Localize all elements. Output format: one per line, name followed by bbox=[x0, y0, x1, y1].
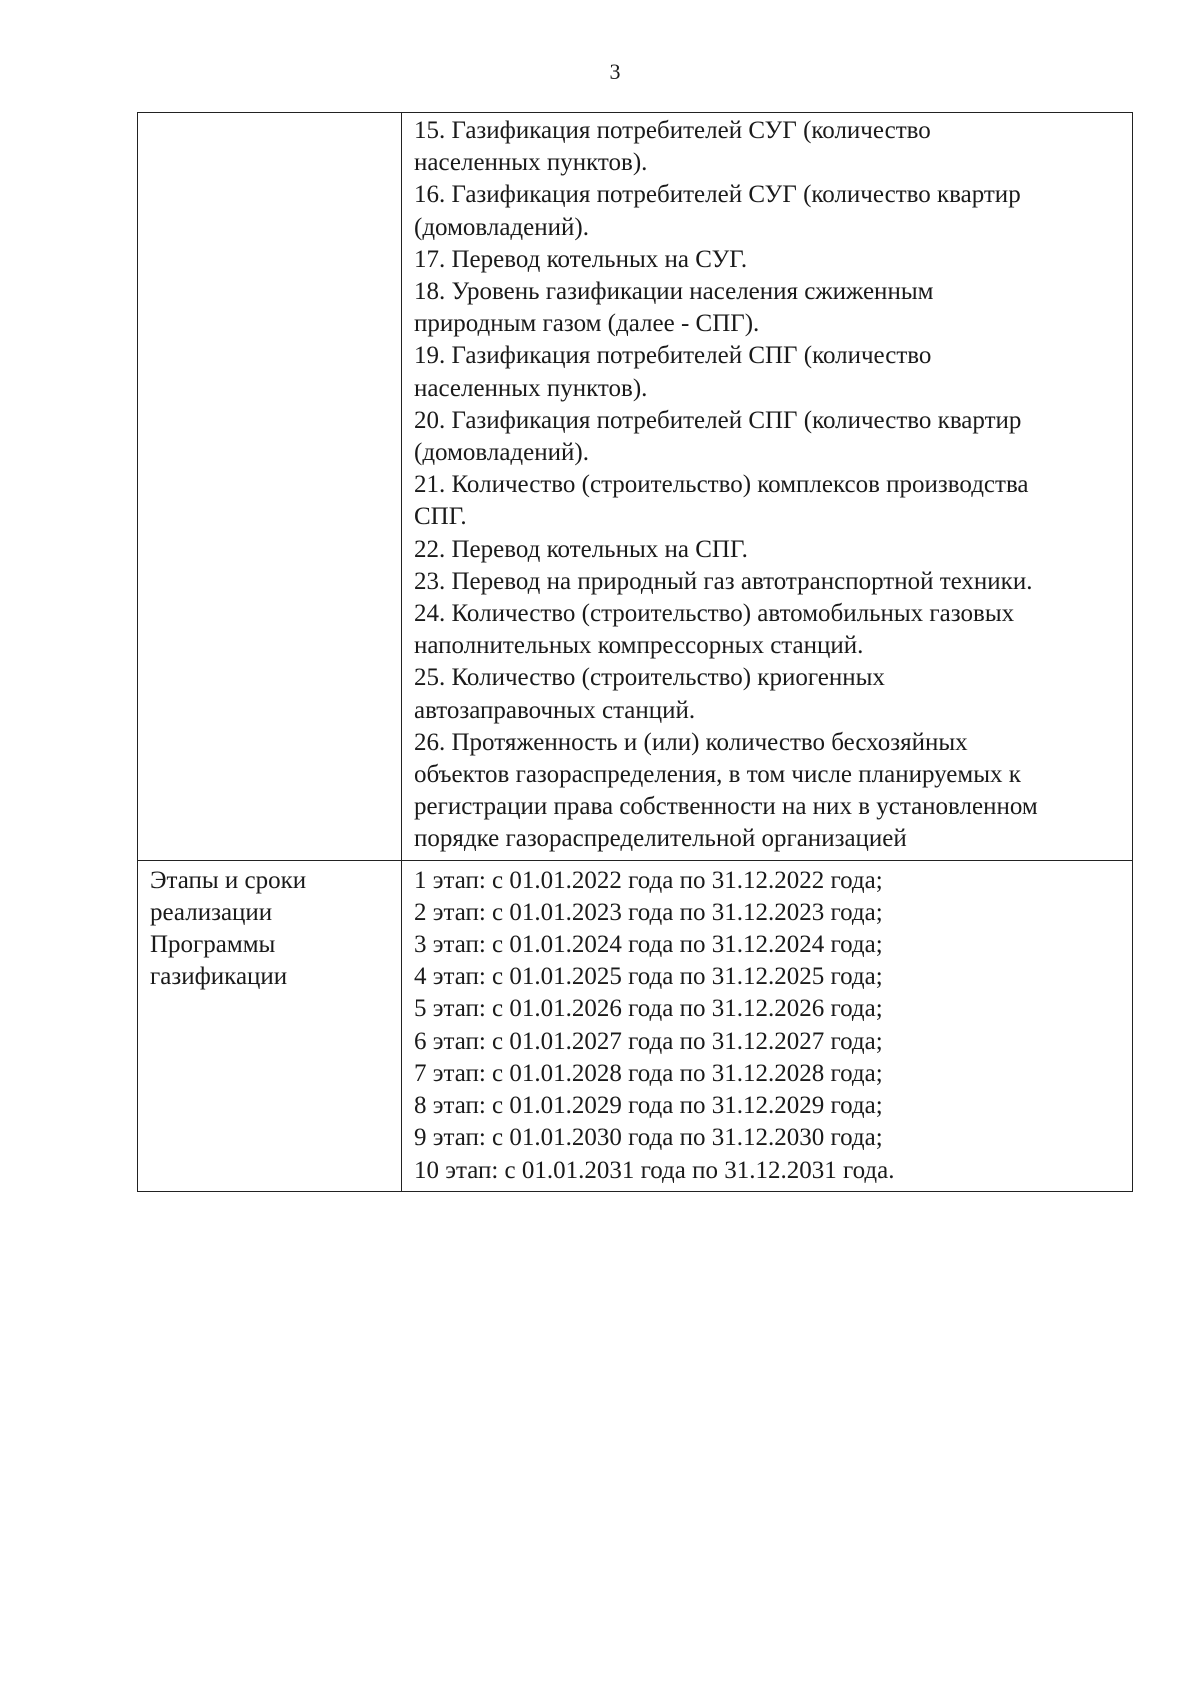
indicator-line: 23. Перевод на природный газ автотранспортной техники. bbox=[414, 567, 1033, 595]
indicators-label-cell bbox=[138, 113, 402, 861]
stages-label-line: Программы bbox=[150, 931, 276, 959]
stage-line: 7 этап: с 01.01.2028 года по 31.12.2028 года; bbox=[414, 1059, 883, 1087]
indicator-line: населенных пунктов). bbox=[414, 374, 648, 402]
stages-label-line: Этапы и сроки bbox=[150, 866, 307, 894]
stages-list-cell bbox=[402, 860, 1133, 1191]
stage-line: 9 этап: с 01.01.2030 года по 31.12.2030 года; bbox=[414, 1124, 883, 1152]
stage-line: 3 этап: с 01.01.2024 года по 31.12.2024 года; bbox=[414, 931, 883, 959]
indicator-line: объектов газораспределения, в том числе планируемых к bbox=[414, 761, 1021, 789]
indicator-line: 24. Количество (строительство) автомобильных газовых bbox=[414, 600, 1015, 628]
indicator-line: 25. Количество (строительство) криогенных bbox=[414, 664, 885, 692]
indicator-line: регистрации права собственности на них в установленном bbox=[414, 793, 1038, 821]
table-row-stages bbox=[138, 860, 1133, 1191]
stage-line: 4 этап: с 01.01.2025 года по 31.12.2025 года; bbox=[414, 963, 883, 991]
indicator-line: наполнительных компрессорных станций. bbox=[414, 632, 864, 660]
indicator-line: 18. Уровень газификации населения сжиженным bbox=[414, 278, 934, 306]
program-passport-table bbox=[137, 112, 1133, 1192]
indicator-line: 26. Протяженность и (или) количество бесхозяйных bbox=[414, 728, 968, 756]
indicator-line: 22. Перевод котельных на СПГ. bbox=[414, 535, 748, 563]
stage-line: 6 этап: с 01.01.2027 года по 31.12.2027 года; bbox=[414, 1027, 883, 1055]
indicator-line: 16. Газификация потребителей СУГ (количество квартир bbox=[414, 181, 1021, 209]
page-number: 3 bbox=[609, 59, 621, 84]
indicator-line: порядке газораспределительной организацией bbox=[414, 825, 907, 853]
indicator-line: 17. Перевод котельных на СУГ. bbox=[414, 245, 748, 273]
stage-line: 2 этап: с 01.01.2023 года по 31.12.2023 года; bbox=[414, 898, 883, 926]
indicator-line: (домовладений). bbox=[414, 439, 589, 467]
stages-label-line: реализации bbox=[150, 898, 273, 926]
indicator-line: автозаправочных станций. bbox=[414, 696, 696, 724]
indicator-line: СПГ. bbox=[414, 503, 467, 531]
indicators-list-cell bbox=[402, 113, 1133, 861]
table-row-indicators bbox=[138, 113, 1133, 861]
stage-line: 5 этап: с 01.01.2026 года по 31.12.2026 года; bbox=[414, 995, 883, 1023]
indicator-line: населенных пунктов). bbox=[414, 149, 648, 177]
stage-line: 8 этап: с 01.01.2029 года по 31.12.2029 года; bbox=[414, 1092, 883, 1120]
stage-line: 10 этап: с 01.01.2031 года по 31.12.2031 года. bbox=[414, 1156, 895, 1184]
stages-label-cell bbox=[138, 860, 402, 1191]
indicator-line: (домовладений). bbox=[414, 213, 589, 241]
stage-line: 1 этап: с 01.01.2022 года по 31.12.2022 года; bbox=[414, 866, 883, 894]
indicator-line: природным газом (далее - СПГ). bbox=[414, 310, 760, 338]
indicator-line: 19. Газификация потребителей СПГ (количество bbox=[414, 342, 932, 370]
stages-label-line: газификации bbox=[150, 963, 288, 991]
indicator-line: 21. Количество (строительство) комплексов производства bbox=[414, 471, 1029, 499]
indicator-line: 15. Газификация потребителей СУГ (количество bbox=[414, 117, 931, 144]
indicator-line: 20. Газификация потребителей СПГ (количество квартир bbox=[414, 406, 1022, 434]
